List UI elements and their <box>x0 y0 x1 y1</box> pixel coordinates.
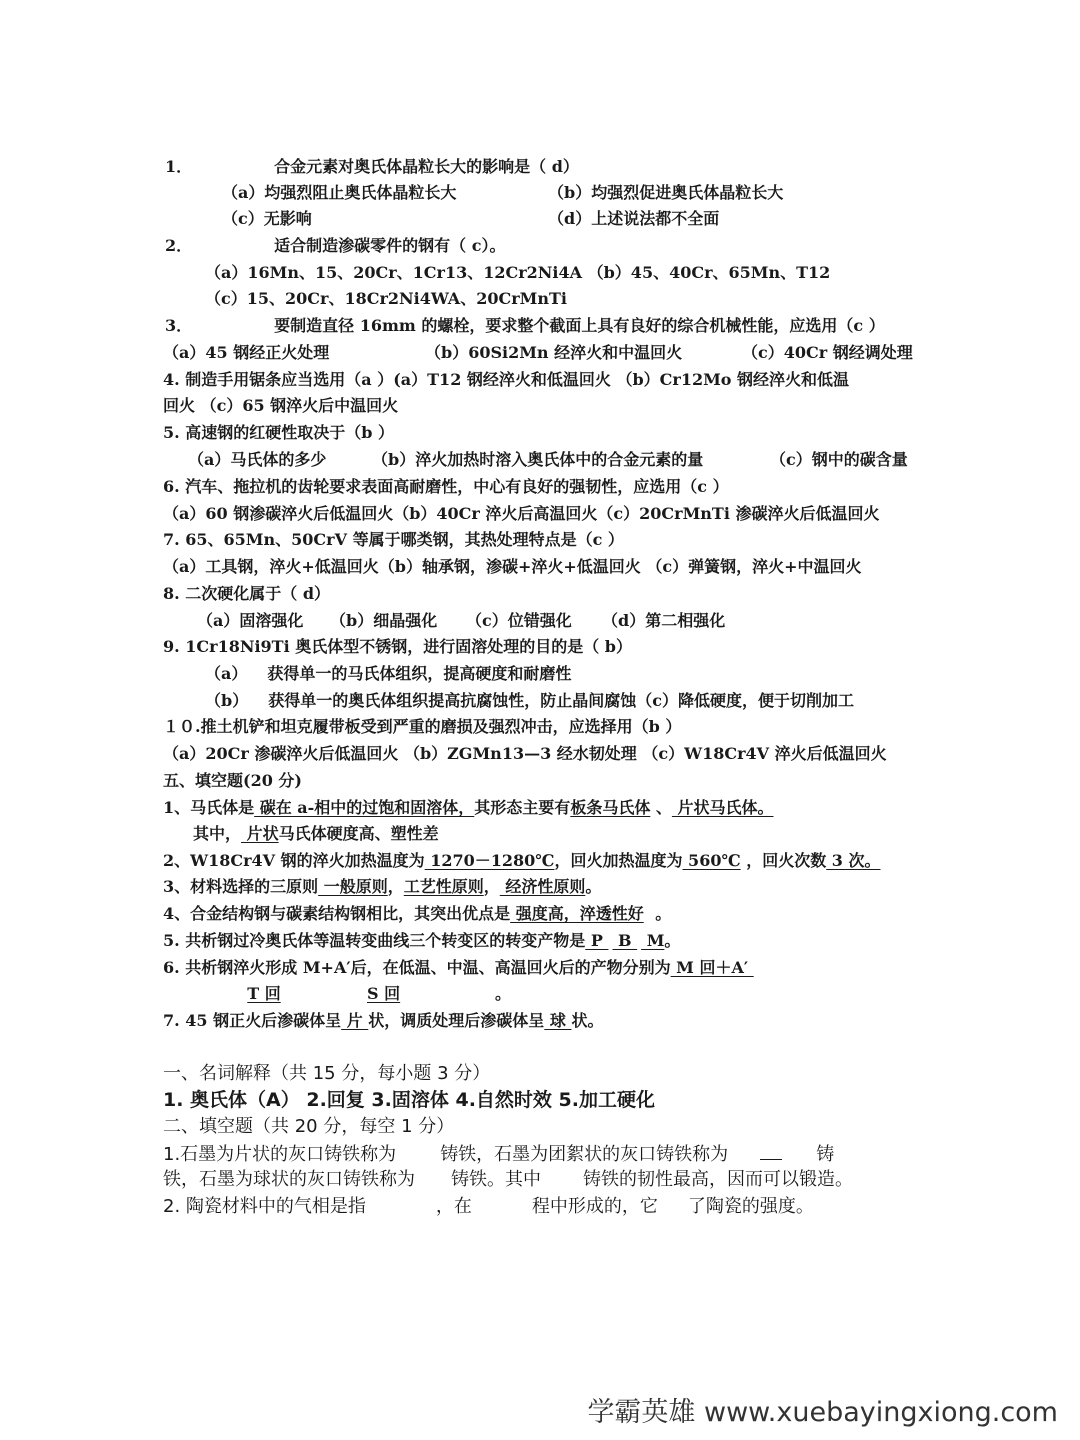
q8-option-c: （c）位错强化 <box>466 611 572 630</box>
q9-option-a-label: （a） <box>205 664 248 683</box>
q2-option-c: （c）15、20Cr、18Cr2Ni4WA、20CrMnTi <box>205 289 567 308</box>
section2-text: 铸铁，石墨为团絮状的灰口铸铁称为 <box>440 1144 729 1165</box>
q9-option-a-text: 获得单一的马氏体组织，提高硬度和耐磨性 <box>267 664 572 683</box>
q8-option-d: （d）第二相强化 <box>602 611 726 630</box>
q3-stem <box>165 316 885 336</box>
fill-2-answer-1: 1270－1280℃ <box>424 851 555 870</box>
section2-blank <box>760 1143 782 1160</box>
section2-text: 2. 陶瓷材料中的气相是指 <box>163 1196 366 1217</box>
fill-5-answer-2: B <box>612 931 638 950</box>
fill-4 <box>163 904 671 924</box>
q7-stem: 7. 65、65Mn、50CrV 等属于哪类钢，其热处理特点是（c ） <box>163 530 624 549</box>
q2-text: 适合制造渗碳零件的钢有（ c）。 <box>274 236 506 255</box>
fill-3 <box>163 877 601 897</box>
section2-text: 铸 <box>816 1144 835 1165</box>
fill-1-answer-1: 碳在 a-相中的过饱和固溶体， <box>254 798 475 817</box>
q3-option-a: （a）45 钢经正火处理 <box>163 343 330 362</box>
fill-1-answer-3: 片状马氏体。 <box>671 798 774 817</box>
fill-5 <box>163 931 680 951</box>
fill-6-text: 。 <box>495 984 512 1003</box>
section2-text: ，在 <box>435 1196 472 1217</box>
fill-1-line2 <box>193 824 439 844</box>
q5-stem: 5. 高速钢的红硬性取决于（b ） <box>163 423 395 442</box>
section2-text: 了陶瓷的强度。 <box>687 1196 814 1217</box>
q1-text: 合金元素对奥氏体晶粒长大的影响是（ d） <box>274 157 579 176</box>
section2-text: 铸铁。其中 <box>451 1169 541 1190</box>
q4-line2: 回火 （c）65 钢淬火后中温回火 <box>163 396 399 415</box>
q9-option-b-text: 获得单一的奥氏体组织提高抗腐蚀性，防止晶间腐蚀（c）降低硬度，便于切削加工 <box>268 691 854 710</box>
fill-7-text: 状。 <box>571 1011 604 1030</box>
fill-2 <box>163 851 880 871</box>
fill-7 <box>163 1011 603 1031</box>
q7-options: （a）工具钢，淬火+低温回火（b）轴承钢，渗碳+淬火+低温回火 （c）弹簧钢，淬火+中温回火 <box>163 557 862 576</box>
fill-7-text: 7. 45 钢正火后渗碳体呈 <box>163 1011 342 1030</box>
fill-3-text: ， <box>483 877 500 896</box>
fill-2-text: 2、W18Cr4V 钢的淬火加热温度为 <box>163 851 425 870</box>
fill-2-text: ，回火次数 <box>740 851 827 870</box>
q1-option-a: （a）均强烈阻止奥氏体晶粒长大 <box>222 183 457 202</box>
fill-4-text: 。 <box>649 904 672 923</box>
section2-text: 铁，石墨为球状的灰口铸铁称为 <box>163 1169 415 1190</box>
fill-7-text: 状，调质处理后渗碳体呈 <box>368 1011 545 1030</box>
q8-option-b: （b）细晶强化 <box>330 611 438 630</box>
q2-options-ab: （a）16Mn、15、20Cr、1Cr13、12Cr2Ni4A （b）45、40Cr、65Mn、T12 <box>205 263 831 282</box>
q10-stem: １０.推土机铲和坦克履带板受到严重的磨损及强烈冲击，应选择用（b ） <box>163 717 682 736</box>
section1-items: 1. 奥氏体（A） 2.回复 3.固溶体 4.自然时效 5.加工硬化 <box>163 1089 655 1111</box>
fill-3-answer-2: 工艺性原则 <box>403 877 484 896</box>
q6-stem: 6. 汽车、拖拉机的齿轮要求表面高耐磨性，中心有良好的强韧性，应选用（c ） <box>163 477 729 496</box>
q2-number: 2． <box>165 236 193 255</box>
fill-6-line2 <box>193 984 511 1004</box>
fill-1-line1 <box>163 798 785 818</box>
fill-7-answer-1: 片 <box>341 1011 369 1030</box>
fill-3-answer-1: 一般原则 <box>318 877 388 896</box>
q9-option-b <box>205 691 854 711</box>
q3-number: 3． <box>165 316 193 335</box>
fill-2-answer-2: 560℃ <box>682 851 741 870</box>
section2-text: 程中形成的，它 <box>531 1196 658 1217</box>
q9-stem: 9. 1Cr18Ni9Ti 奥氏体型不锈钢，进行固溶处理的目的是（ b） <box>163 637 632 656</box>
q5-option-b: （b）淬火加热时溶入奥氏体中的合金元素的量 <box>372 450 704 469</box>
fill-3-text: ， <box>387 877 404 896</box>
fill-5-text: 。 <box>664 931 681 950</box>
q3-option-c: （c）40Cr 钢经调处理 <box>742 343 913 362</box>
fill-7-answer-2: 球 <box>544 1011 572 1030</box>
fill-1-text: 其形态主要有 <box>474 798 571 817</box>
fill-heading: 五、填空题(20 分) <box>163 771 302 790</box>
fill-1-text: 、 <box>650 798 672 817</box>
q5-option-a: （a）马氏体的多少 <box>188 450 327 469</box>
q1-number: 1． <box>165 157 193 176</box>
fill-3-text: 3、材料选择的三原则 <box>163 877 319 896</box>
fill-3-text: 。 <box>585 877 602 896</box>
fill-5-text: 5. 共析钢过冷奥氏体等温转变曲线三个转变区的转变产物是 <box>163 931 586 950</box>
fill-5-answer-1: P <box>585 931 609 950</box>
q1-option-d: （d）上述说法都不全面 <box>548 209 720 228</box>
q8-option-a: （a）固溶强化 <box>197 611 304 630</box>
fill-3-answer-3: 经济性原则 <box>499 877 586 896</box>
q5-option-c: （c）钢中的碳含量 <box>770 450 908 469</box>
fill-6-text: 6. 共析钢淬火形成 M+A′后，在低温、中温、高温回火后的产物分别为 <box>163 958 671 977</box>
section2-line2 <box>163 1169 853 1191</box>
fill-1-answer-4: 片状 <box>241 824 279 843</box>
q6-options: （a）60 钢渗碳淬火后低温回火（b）40Cr 淬火后高温回火（c）20CrMnTi 渗碳淬火后低温回火 <box>163 504 880 523</box>
section2-line1 <box>163 1143 834 1166</box>
fill-1-answer-2: 板条马氏体 <box>570 798 651 817</box>
fill-1-text: 马氏体硬度高、塑性差 <box>278 824 439 843</box>
q1-stem <box>165 157 579 177</box>
fill-6-answer-3: S 回 <box>367 984 401 1003</box>
fill-6-answer-2: T 回 <box>247 984 281 1003</box>
q9-option-a <box>205 664 571 684</box>
fill-2-text: ，回火加热温度为 <box>554 851 683 870</box>
fill-1-text: 其中， <box>193 824 242 843</box>
q9-option-b-label: （b） <box>205 691 249 710</box>
q3-option-b: （b）60Si2Mn 经淬火和中温回火 <box>425 343 683 362</box>
fill-5-answer-3: M <box>641 931 665 950</box>
section2-line3 <box>163 1196 814 1218</box>
q1-option-c: （c）无影响 <box>222 209 312 228</box>
q3-text: 要制造直径 16mm 的螺栓，要求整个截面上具有良好的综合机械性能，应选用（c ） <box>274 316 885 335</box>
fill-1-text: 1、马氏体是 <box>163 798 255 817</box>
section1-heading: 一、名词解释（共 15 分，每小题 3 分） <box>163 1063 491 1084</box>
q4-line1: 4. 制造手用锯条应当选用（a ）(a）T12 钢经淬火和低温回火 （b）Cr12Mo 钢经淬火和低温 <box>163 370 850 389</box>
q10-options: （a）20Cr 渗碳淬火后低温回火 （b）ZGMn13—3 经水韧处理 （c）W18Cr4V 淬火后低温回火 <box>163 744 887 763</box>
fill-6-line1 <box>163 958 772 978</box>
q1-option-b: （b）均强烈促进奥氏体晶粒长大 <box>548 183 784 202</box>
fill-4-answer-1: 强度高，淬透性好 <box>510 904 644 923</box>
q8-stem: 8. 二次硬化属于（ d） <box>163 584 331 603</box>
site-watermark: 学霸英雄 www.xuebayingxiong.com <box>587 1397 1058 1428</box>
fill-2-answer-3: 3 次。 <box>826 851 881 870</box>
fill-4-text: 4、合金结构钢与碳素结构钢相比，其突出优点是 <box>163 904 511 923</box>
section2-text: 铸铁的韧性最高，因而可以锻造。 <box>583 1169 853 1190</box>
section2-text: 1.石墨为片状的灰口铸铁称为 <box>163 1144 397 1165</box>
q2-stem <box>165 236 505 256</box>
fill-6-answer-1: M 回＋A′ <box>670 958 754 977</box>
section2-heading: 二、填空题（共 20 分，每空 1 分） <box>163 1116 455 1137</box>
